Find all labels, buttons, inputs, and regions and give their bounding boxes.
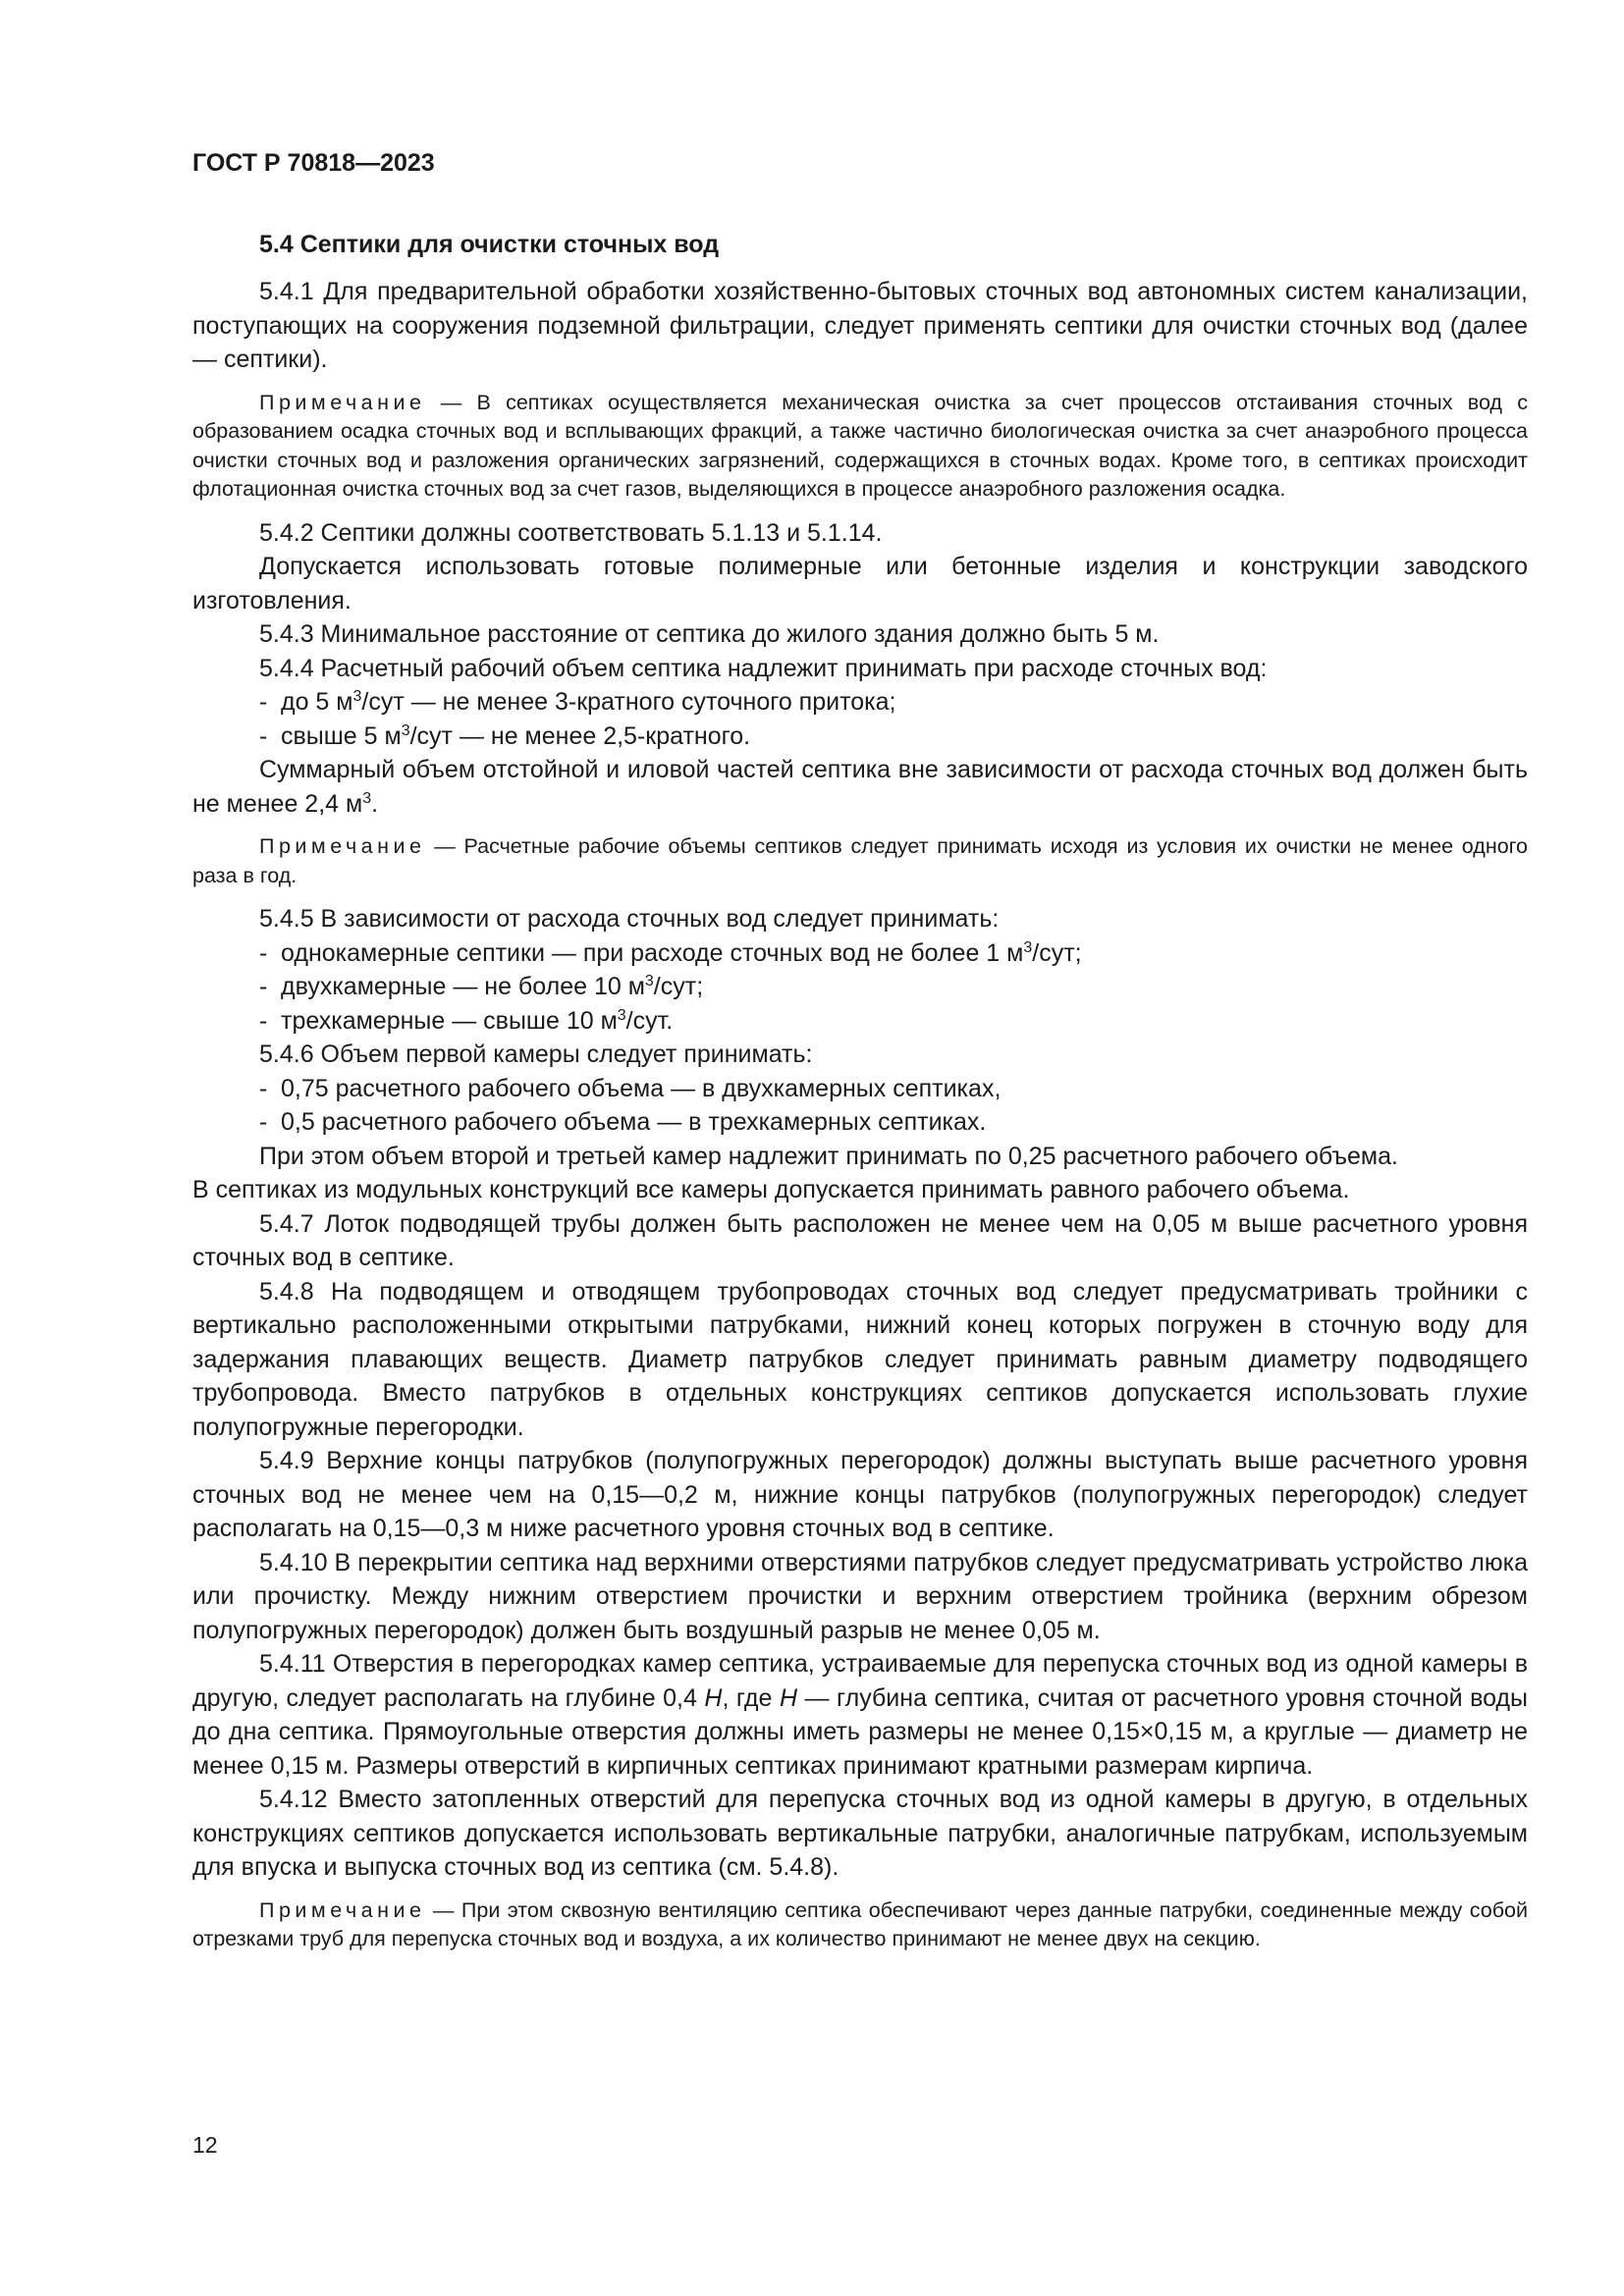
paragraph-5-4-11: 5.4.11 Отверстия в перегородках камер септика, устраиваемые для перепуска сточных вод из одной камеры в другую, следует располагать на глубине 0,4 H, где H — глубина септика, считая от расчетного уровня сточной воды до дна септика. Прямоугольные отверстия должны иметь размеры не менее 0,15×0,15 м, а круглые — диаметр не менее 0,15 м. Размеры отверстий в кирпичных септиках принимают кратными размерам кирпича. bbox=[192, 1650, 1528, 1780]
list-dash: - bbox=[259, 1006, 268, 1035]
paragraph-5-4-12: 5.4.12 Вместо затопленных отверстий для перепуска сточных вод из одной камеры в другую, в отдельных конструкциях септиков допускается использовать вертикальные патрубки, аналогичные патрубкам, используемым для впуска и выпуска сточных вод из септика (см. 5.4.8). bbox=[192, 1786, 1528, 1881]
list-item: - трехкамерные — свыше 10 $м^3$/сут. bbox=[259, 1004, 1528, 1039]
note-text: — Расчетные рабочие объемы септиков следует принимать исходя из условия их очистки не менее одного раза в год. bbox=[192, 834, 1528, 887]
note-2 bbox=[192, 832, 1528, 890]
list-item: - однокамерные септики — при расходе сточных вод не более 1 $м^3$/сут; bbox=[259, 936, 1528, 971]
paragraph-5-4-6-modular: В септиках из модульных конструкций все камеры допускается принимать равного рабочего объема. bbox=[192, 1176, 1350, 1203]
paragraph-5-4-2-continuation: Допускается использовать готовые полимерные или бетонные изделия и конструкции заводского изготовления. bbox=[192, 553, 1528, 614]
paragraph-5-4-9: 5.4.9 Верхние концы патрубков (полупогружных перегородок) должны выступать выше расчетного уровня сточных вод не менее чем на 0,15—0,2 м, нижние концы патрубков (полупогружных перегородок) следует располагать на 0,15—0,3 м ниже расчетного уровня сточных вод в септике. bbox=[192, 1447, 1528, 1542]
list-dash: - bbox=[259, 973, 268, 1000]
paragraph-5-4-10: 5.4.10 В перекрытии септика над верхними отверстиями патрубков следует предусматривать устройство люка или прочистку. Между нижним отверстием прочистки и верхним отверстием тройника (верхним обрезом полупогружных перегородок) должен быть воздушный разрыв не менее 0,05 м. bbox=[192, 1548, 1528, 1644]
list-item: - до 5 $м^3$/сут — не менее 3-кратного суточного притока; bbox=[259, 685, 1528, 720]
list-item: - свыше 5 $м^3$/сут — не менее 2,5-кратного. bbox=[259, 720, 1528, 754]
list-dash: - bbox=[259, 1108, 268, 1136]
page-number: 12 bbox=[192, 2132, 218, 2158]
note-text: — В септиках осуществляется механическая очистка за счет процессов отстаивания сточных вод с образованием осадка сточных вод и всплывающих фракций, а также частично биологическая очистка за счет анаэробного процесса очистки сточных вод и разложения органических загрязнений, содержащихся в сточных водах. Кроме того, в септиках происходит флотационная очистка сточных вод за счет газов, выделяющихся в процессе анаэробного разложения осадка. bbox=[192, 390, 1528, 501]
list-dash: - bbox=[259, 1074, 268, 1102]
paragraph-5-4-6-continuation: При этом объем второй и третьей камер надлежит принимать по 0,25 расчетного рабочего объема. bbox=[259, 1142, 1398, 1170]
section-5-4 bbox=[192, 228, 1528, 1966]
paragraph-5-4-5: 5.4.5 В зависимости от расхода сточных вод следует принимать: bbox=[259, 905, 1000, 933]
list-item: - 0,75 расчетного рабочего объема — в двухкамерных септиках, bbox=[259, 1072, 1528, 1106]
note-label: Примечание bbox=[259, 390, 426, 414]
paragraph-5-4-4: 5.4.4 Расчетный рабочий объем септика надлежит принимать при расходе сточных вод: bbox=[259, 654, 1268, 682]
note-1 bbox=[192, 389, 1528, 505]
note-text: — При этом сквозную вентиляцию септика обеспечивают через данные патрубки, соединенные между собой отрезками труб для перепуска сточных вод и воздуха, а их количество принимают не менее двух на секцию. bbox=[192, 1897, 1528, 1950]
paragraph-5-4-4-total-volume: Суммарный объем отстойной и иловой частей септика вне зависимости от расхода сточных вод должен быть не менее 2,4 $м^3$. bbox=[192, 756, 1528, 818]
list-dash: - bbox=[259, 938, 268, 967]
note-label: Примечание bbox=[259, 834, 426, 858]
list-item: - 0,5 расчетного рабочего объема — в трехкамерных септиках. bbox=[259, 1105, 1528, 1140]
note-3 bbox=[192, 1896, 1528, 1954]
paragraph-5-4-8: 5.4.8 На подводящем и отводящем трубопроводах сточных вод следует предусматривать тройники с вертикально расположенными открытыми патрубками, нижний конец которых погружен в сточную воду для задержания плавающих веществ. Диаметр патрубков следует принимать равным диаметру подводящего трубопровода. Вместо патрубков в отдельных конструкциях септиков допускается использовать глухие полупогружные перегородки. bbox=[192, 1277, 1528, 1441]
section-title: 5.4 Септики для очистки сточных вод bbox=[259, 231, 720, 258]
list-dash: - bbox=[259, 688, 268, 716]
paragraph-5-4-6: 5.4.6 Объем первой камеры следует принимать: bbox=[259, 1041, 813, 1068]
paragraph-5-4-7: 5.4.7 Лоток подводящей трубы должен быть расположен не менее чем на 0,05 м выше расчетного уровня сточных вод в септике. bbox=[192, 1209, 1528, 1271]
document-id: ГОСТ Р 70818—2023 bbox=[192, 149, 435, 177]
list-dash: - bbox=[259, 721, 268, 750]
paragraph-5-4-3: 5.4.3 Минимальное расстояние от септика до жилого здания должно быть 5 м. bbox=[259, 620, 1160, 648]
paragraph-5-4-2: 5.4.2 Септики должны соответствовать 5.1.13 и 5.1.14. bbox=[259, 518, 883, 547]
paragraph-5-4-1: 5.4.1 Для предварительной обработки хозяйственно-бытовых сточных вод автономных систем канализации, поступающих на сооружения подземной фильтрации, следует применять септики для очистки сточных вод (далее — септики). bbox=[192, 278, 1528, 373]
note-label: Примечание bbox=[259, 1897, 426, 1922]
list-item: - двухкамерные — не более 10 $м^3$/сут; bbox=[259, 970, 1528, 1004]
